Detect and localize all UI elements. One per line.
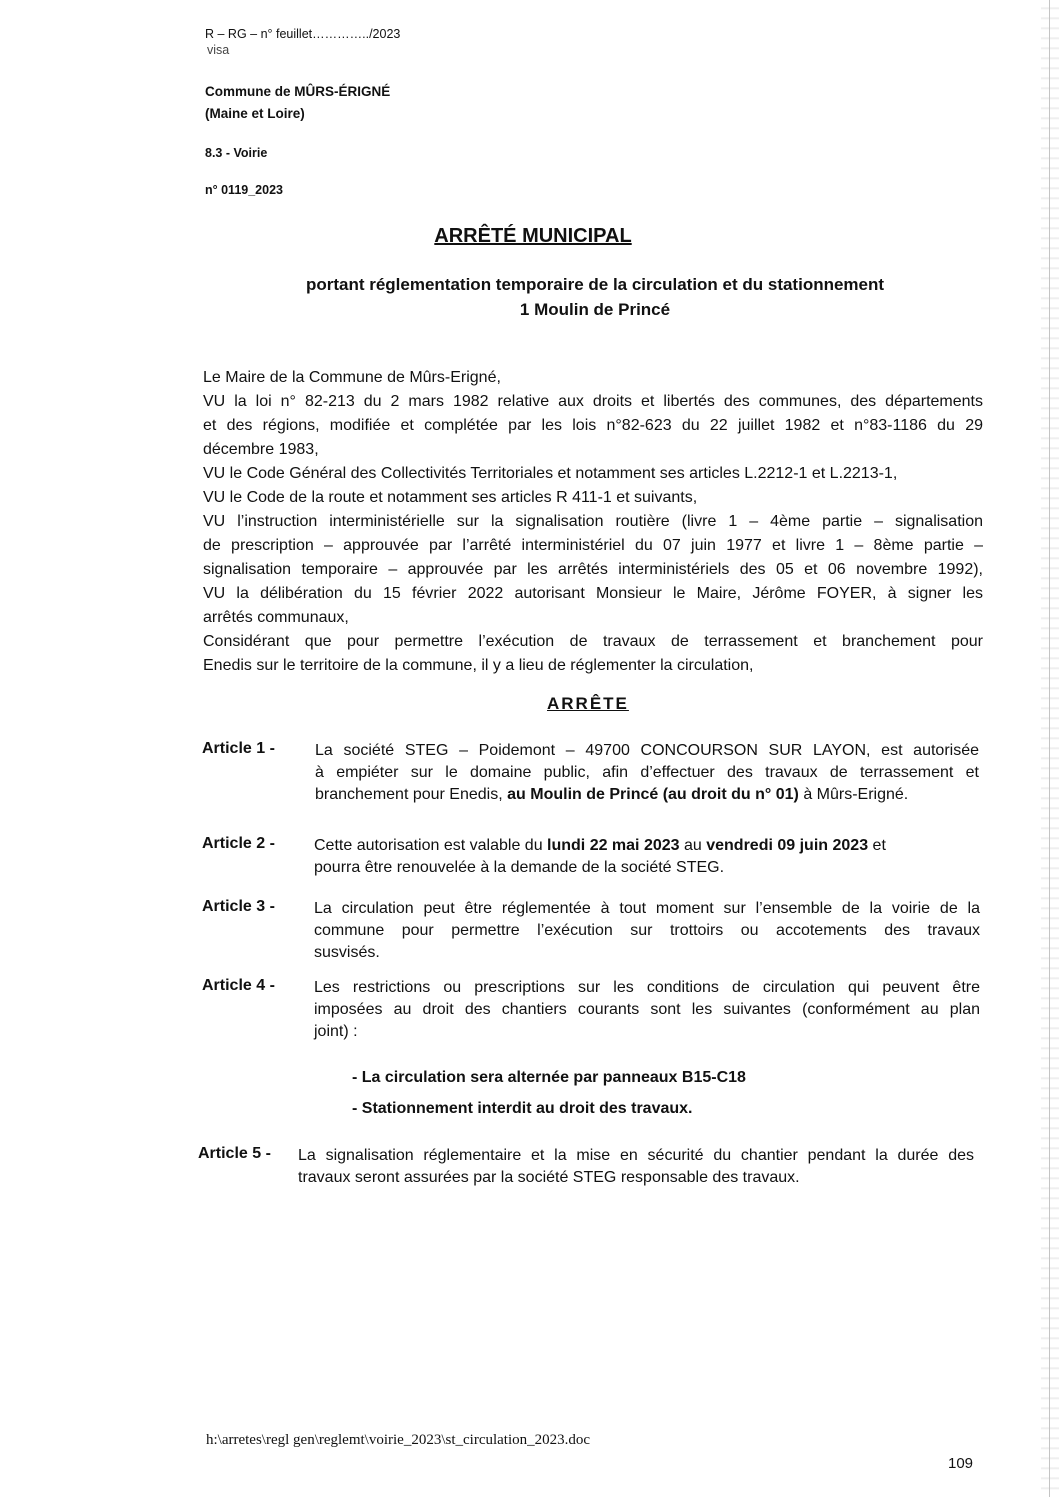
- preamble-line: de prescription – approuvée par l’arrêté interministériel du 07 juin 1977 et livre 1 – 8ème partie –: [203, 537, 983, 554]
- article-5-line: travaux seront assurées par la société STEG responsable des travaux.: [298, 1169, 800, 1186]
- subtitle-line-1: portant réglementation temporaire de la circulation et du stationnement: [305, 275, 885, 294]
- article-1-line: [315, 784, 979, 806]
- article-4-line: imposées au droit des chantiers courants sont les suivantes (conformément au plan: [314, 1001, 980, 1018]
- article-1-location: au Moulin de Princé (au droit du n° 01): [507, 786, 799, 803]
- article-2-label: Article 2 -: [202, 835, 275, 852]
- article-2-text: au: [679, 837, 707, 854]
- article-5-line: La signalisation réglementaire et la mise en sécurité du chantier pendant la durée des: [298, 1147, 974, 1164]
- article-4-bullet-circulation: - La circulation sera alternée par panneaux B15-C18: [352, 1069, 746, 1086]
- article-2-text: Cette autorisation est valable du: [314, 837, 548, 854]
- article-3-line: commune pour permettre l’exécution sur trottoirs ou accotements des travaux: [314, 922, 980, 939]
- preamble-line: VU l’instruction interministérielle sur la signalisation routière (livre 1 – 4ème partie – signalisation: [203, 513, 983, 530]
- preamble-line: VU le Code de la route et notamment ses articles R 411-1 et suivants,: [203, 489, 698, 506]
- article-1-line: La société STEG – Poidemont – 49700 CONCOURSON SUR LAYON, est autorisée: [315, 742, 979, 759]
- section-label: 8.3 - Voirie: [205, 146, 268, 160]
- commune-name: Commune de MÛRS-ÉRIGNÉ: [205, 84, 391, 99]
- department-name: (Maine et Loire): [205, 106, 305, 121]
- scan-edge-line: [1049, 0, 1050, 1497]
- article-4-label: Article 4 -: [202, 977, 275, 994]
- article-3-line: La circulation peut être réglementée à tout moment sur l’ensemble de la voirie de la: [314, 900, 980, 917]
- footer-file-path: h:\arretes\regl gen\reglemt\voirie_2023\st_circulation_2023.doc: [206, 1432, 591, 1448]
- article-4-line: Les restrictions ou prescriptions sur les conditions de circulation qui peuvent être: [314, 979, 980, 996]
- page-number: 109: [948, 1455, 974, 1472]
- article-2-line: [314, 835, 980, 857]
- article-4-line: joint) :: [314, 1023, 358, 1040]
- preamble-line: Le Maire de la Commune de Mûrs-Erigné,: [203, 369, 501, 386]
- article-3-label: Article 3 -: [202, 898, 275, 915]
- article-5-label: Article 5 -: [198, 1145, 271, 1162]
- article-4-bullet-stationnement: - Stationnement interdit au droit des travaux.: [352, 1100, 693, 1117]
- article-2-line: pourra être renouvelée à la demande de la société STEG.: [314, 859, 725, 876]
- preamble-line: VU le Code Général des Collectivités Territoriales et notamment ses articles L.2212-1 et L.2213-1,: [203, 465, 898, 482]
- article-2-start-date: lundi 22 mai 2023: [547, 837, 680, 854]
- preamble-line: Enedis sur le territoire de la commune, il y a lieu de réglementer la circulation,: [203, 657, 754, 674]
- preamble-line: décembre 1983,: [203, 441, 319, 458]
- article-2-text: et: [868, 837, 886, 854]
- visa-label: visa: [207, 43, 230, 57]
- page-title: ARRÊTÉ MUNICIPAL: [434, 225, 632, 247]
- reference-line: R – RG – n° feuillet…………../2023: [205, 27, 401, 41]
- article-1-line: à empiéter sur le domaine public, afin d’effectuer des travaux de terrassement et: [315, 764, 979, 781]
- preamble-line: arrêtés communaux,: [203, 609, 349, 626]
- preamble-line: VU la loi n° 82-213 du 2 mars 1982 relative aux droits et libertés des communes, des départements: [203, 393, 983, 410]
- arrete-number: n° 0119_2023: [205, 183, 283, 197]
- article-1-text: à Mûrs-Erigné.: [798, 786, 909, 803]
- article-1-label: Article 1 -: [202, 740, 275, 757]
- preamble-line: et des régions, modifiée et complétée par les lois n°82-623 du 22 juillet 1982 et n°83-1186 du 29: [203, 417, 983, 434]
- preamble-line: signalisation temporaire – approuvée par les arrêtés interministériels des 05 et 06 novembre 1992),: [203, 561, 983, 578]
- article-1-text: branchement pour Enedis,: [315, 786, 508, 803]
- article-3-line: susvisés.: [314, 944, 380, 961]
- scan-edge-artifact: [1041, 0, 1059, 1497]
- subtitle-line-2: 1 Moulin de Princé: [519, 300, 671, 319]
- arrete-heading: ARRÊTE: [547, 694, 629, 713]
- preamble-line: VU la délibération du 15 février 2022 autorisant Monsieur le Maire, Jérôme FOYER, à signer les: [203, 585, 983, 602]
- preamble-line: Considérant que pour permettre l’exécution de travaux de terrassement et branchement pour: [203, 633, 983, 650]
- article-2-end-date: vendredi 09 juin 2023: [706, 837, 869, 854]
